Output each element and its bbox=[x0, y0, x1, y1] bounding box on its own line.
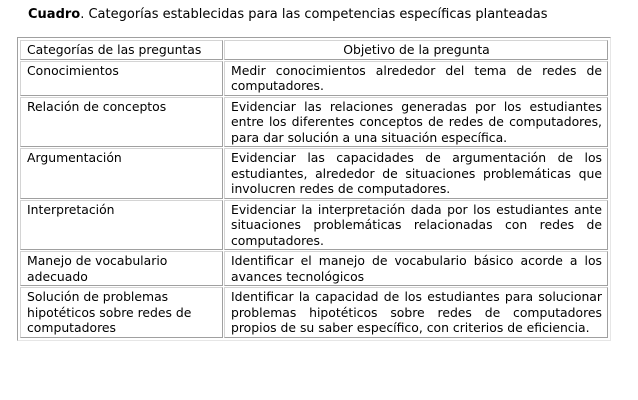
table-row bbox=[20, 148, 608, 199]
header-objective: Objetivo de la pregunta bbox=[224, 40, 608, 60]
category-cell: Interpretación bbox=[20, 200, 223, 251]
table-caption bbox=[28, 6, 547, 24]
objective-cell: Identificar la capacidad de los estudiantes para solucionar problemas hipotéticos sobre redes de computadores propios de su saber específico, con criterios de eficiencia. bbox=[224, 287, 608, 338]
category-cell: Manejo de vocabulario adecuado bbox=[20, 251, 223, 286]
table-header-row bbox=[20, 40, 608, 60]
table-row bbox=[20, 200, 608, 251]
category-cell: Solución de problemas hipotéticos sobre redes de computadores bbox=[20, 287, 223, 338]
category-cell: Conocimientos bbox=[20, 61, 223, 96]
category-cell: Relación de conceptos bbox=[20, 97, 223, 148]
objective-cell: Medir conocimientos alrededor del tema de redes de computadores. bbox=[224, 61, 608, 96]
objective-cell: Identificar el manejo de vocabulario básico acorde a los avances tecnológicos bbox=[224, 251, 608, 286]
table-row bbox=[20, 61, 608, 96]
objective-cell: Evidenciar la interpretación dada por los estudiantes ante situaciones problemáticas relacionadas con redes de computadores. bbox=[224, 200, 608, 251]
objective-cell: Evidenciar las relaciones generadas por los estudiantes entre los diferentes conceptos de redes de computadores, para dar solución a una situación específica. bbox=[224, 97, 608, 148]
table-row bbox=[20, 287, 608, 338]
objective-cell: Evidenciar las capacidades de argumentación de los estudiantes, alrededor de situaciones problemáticas que involucren redes de computadores. bbox=[224, 148, 608, 199]
category-cell: Argumentación bbox=[20, 148, 223, 199]
table-row bbox=[20, 251, 608, 286]
competencies-table-frame bbox=[17, 37, 611, 341]
caption-label: Cuadro bbox=[28, 7, 81, 22]
caption-text: . Categorías establecidas para las competencias específicas planteadas bbox=[80, 7, 548, 22]
header-category: Categorías de las preguntas bbox=[20, 40, 223, 60]
competencies-table bbox=[19, 39, 609, 339]
table-row bbox=[20, 97, 608, 148]
